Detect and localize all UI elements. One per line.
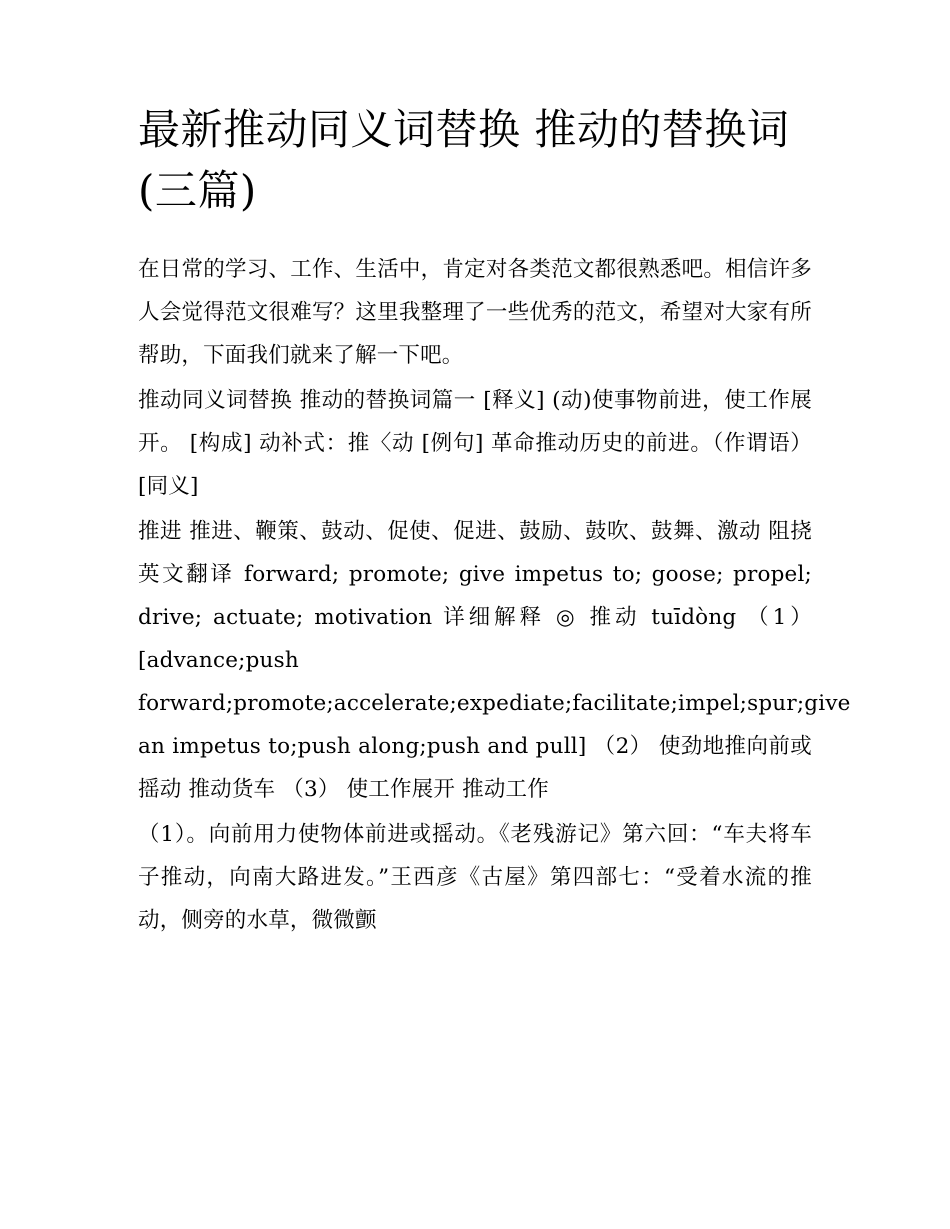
paragraph-synonyms: 推进 推进、鞭策、鼓动、促使、促进、鼓励、鼓吹、鼓舞、激动 阻挠 英文翻译 forward; promote; give impetus to; goose; propel; drive; actuate; motivation 详细解释 ◎ 推动 tuīdòng （1） [advance;push forward;promote;accelerate;expediate;facilitate;impel;spur;give an impetus to;push along;push and pull] （2） 使劲地推向前或摇动 推动货车 （3） 使工作展开 推动工作 <box>138 518 851 802</box>
page-title: 最新推动同义词替换 推动的替换词(三篇) <box>138 105 790 215</box>
paragraph-definition: 推动同义词替换 推动的替换词篇一 [释义] (动)使事物前进，使工作展开。 [构成] 动补式：推〈动 [例句] 革命推动历史的前进。（作谓语） [同义] <box>138 387 812 499</box>
paragraph-detailed-explanation: （1）。向前用力使物体前进或摇动。《老残游记》第六回：“车夫将车子推动，向南大路进发。”王西彦《古屋》第四部七：“受着水流的推动，侧旁的水草，微微颤 <box>138 821 812 933</box>
paragraph-intro: 在日常的学习、工作、生活中，肯定对各类范文都很熟悉吧。相信许多人会觉得范文很难写？这里我整理了一些优秀的范文，希望对大家有所帮助，下面我们就来了解一下吧。 <box>138 256 812 368</box>
